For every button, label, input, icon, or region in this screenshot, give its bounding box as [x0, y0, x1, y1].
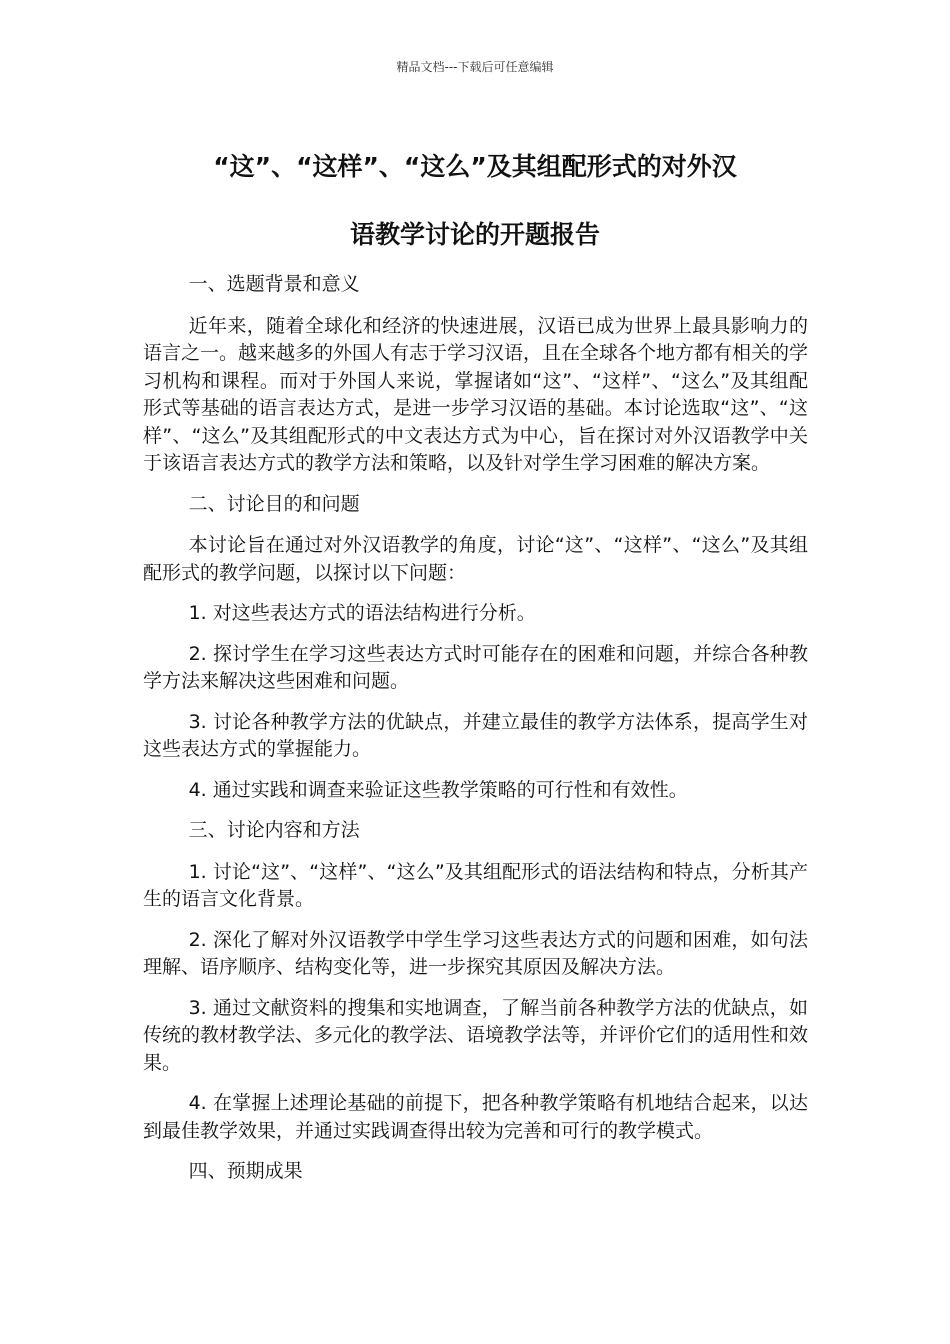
header-note: 精品文档---下载后可任意编辑 — [396, 60, 554, 74]
purpose-item-3: 3. 讨论各种教学方法的优缺点，并建立最佳的教学方法体系，提高学生对这些表达方式的掌握能力。 — [143, 710, 808, 760]
section-heading-outcomes: 四、预期成果 — [188, 1160, 303, 1182]
section-heading-background: 一、选题背景和意义 — [188, 273, 360, 295]
section-heading-purpose: 二、讨论目的和问题 — [188, 492, 360, 515]
purpose-item-1: 1. 对这些表达方式的语法结构进行分析。 — [188, 602, 536, 624]
paragraph-background: 近年来，随着全球化和经济的快速进展，汉语已成为世界上最具影响力的语言之一。越来越多的外国人有志于学习汉语，且在全球各个地方都有相关的学习机构和课程。而对于外国人来说，掌握诸如“这”、“这样”、“这么”及其组配形式等基础的语言表达方式，是进一步学习汉语的基础。本讨论选取“这”、“这样”、“这么”及其组配形式的中文表达方式为中心，旨在探讨对外汉语教学中关于该语言表达方式的教学方法和策略，以及针对学生学习困难的解决方案。 — [143, 314, 809, 474]
title-line-1: “这”、“这样”、“这么”及其组配形式的对外汉 — [213, 152, 737, 181]
content-item-3: 3. 通过文献资料的搜集和实地调查，了解当前各种教学方法的优缺点，如传统的教材教学法、多元化的教学法、语境教学法等，并评价它们的适用性和效果。 — [143, 996, 809, 1074]
content-item-1: 1. 讨论“这”、“这样”、“这么”及其组配形式的语法结构和特点，分析其产生的语言文化背景。 — [143, 860, 808, 910]
content-item-4: 4. 在掌握上述理论基础的前提下，把各种教学策略有机地结合起来，以达到最佳教学效果，并通过实践调查得出较为完善和可行的教学模式。 — [143, 1092, 808, 1142]
page-title — [140, 133, 810, 269]
purpose-item-2: 2. 探讨学生在学习这些表达方式时可能存在的困难和问题，并综合各种教学方法来解决这些困难和问题。 — [143, 642, 808, 692]
document-body — [143, 271, 808, 1200]
paragraph-purpose: 本讨论旨在通过对外汉语教学的角度，讨论“这”、“这样”、“这么”及其组配形式的教学问题，以探讨以下问题： — [143, 534, 808, 584]
purpose-item-4: 4. 通过实践和调查来验证这些教学策略的可行性和有效性。 — [188, 778, 688, 801]
content-item-2: 2. 深化了解对外汉语教学中学生学习这些表达方式的问题和困难，如句法理解、语序顺序、结构变化等，进一步探究其原因及解决方法。 — [143, 928, 808, 978]
section-heading-content: 三、讨论内容和方法 — [188, 819, 360, 841]
title-line-2: 语教学讨论的开题报告 — [349, 220, 600, 249]
